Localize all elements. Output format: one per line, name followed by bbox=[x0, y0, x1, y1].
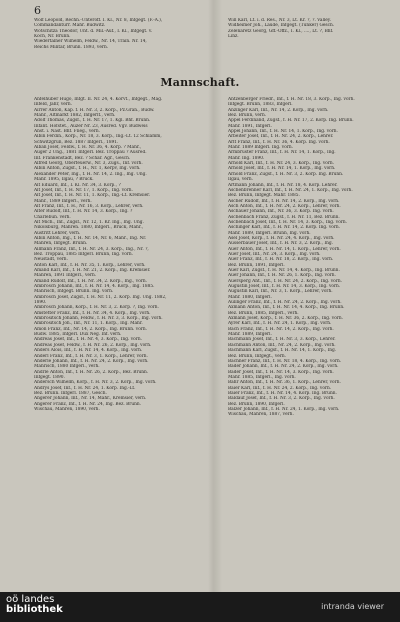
entry-line: Mähr. 1889 Infgerl. Ing. vorh. bbox=[228, 145, 294, 151]
entry-line: Alt Franz, Inf., f. H., Nr. 16, 3. Korp., Lehrer, verh. bbox=[34, 203, 144, 209]
top-left-column bbox=[34, 18, 202, 50]
entry-line: Asel Josef, Korp., f. H. Nr. 24, 4. Korp., Ing. vorh. bbox=[228, 235, 335, 241]
entry-line: Asch Anton, Inf., f. H. Nr. 24, 2. Korp., Lehrer, vorh. bbox=[228, 203, 341, 209]
section-heading: Mannschaft. bbox=[160, 76, 240, 89]
entry-line: Albin Anton, Ing., f. H. Nr. 14, Nr. 6, Mähr., Ing. Nr. bbox=[34, 235, 147, 241]
entry-line: Allmann Franz, Inf., f. H. Nr. 24, 3. Korp., Ing., Nr. ?, bbox=[34, 246, 149, 252]
entry-line: Antzenberger Friedr., Inf., f. H. Nr. 18, 3. Korp., Ing. vorh. bbox=[228, 97, 355, 102]
entry-line: Aschenbrenner Karl, Inf., f. H. Nr. 24, 1. Korp., Ing. vorh. bbox=[228, 187, 353, 193]
entry-line: Aschenbach Josef, Inf., f. H. Nr. 14, 3. Korp., Ing. vorh. bbox=[228, 219, 347, 225]
entry-line: Balzer Johann, Inf., f. H. Nr. 24, 1. Korp., Ing. vorh. bbox=[228, 406, 340, 412]
entry-line: Baier Karl, Inf., f. H. Nr. 24, 2. Korp., Ing. vorh. bbox=[228, 385, 332, 391]
entry-line: Amon Franz, Inf., Nr. 14, 2. Korp., Ing. Brünn. vorh. bbox=[34, 326, 147, 332]
entry-line: Alt Mich., Inf., Zugsf., Nr. 12, 1. Kr. Ing., Ing. Ung. bbox=[34, 219, 144, 225]
entry-line: Andreas Josef, Inf., f. H. Nr. 4, 3. Korp., Ing. vorh. bbox=[34, 337, 142, 343]
entry-line: Ambrosch Johann, Korp., f. H. Nr. 3, 2. Korp. ?, Ing. vorh. bbox=[34, 305, 159, 311]
entry-line: Auer Johann, Inf., f. H. Nr. 26, 1. Korp., Ing. vorh. bbox=[228, 273, 336, 279]
entry-line: Amand Rudolf, Inf., f. H. Nr. 34, 2. Korp., Ing., vorh. bbox=[34, 278, 147, 284]
entry-line: Mähr. 1891, Infgerl. bbox=[228, 123, 272, 129]
logo-line-1: oö landes bbox=[6, 594, 55, 605]
entry-line: Arnold Franz, Zugsf., f. H. Nr. 3, 2. Korp. Ing. Brünn. bbox=[228, 171, 344, 177]
entry-line: Bachner Franz, Inf., f. H. Nr. 18, 4. Korp., Ing. vorh. bbox=[228, 358, 342, 364]
entry-line: Wolf Leopold, Rechn.-Unteroff. I. Kl., Nr. 8, Infgegt. (F.-A.), bbox=[34, 18, 163, 23]
logo-line-2: bibliothek bbox=[6, 604, 63, 615]
entry-line: Amstetter Franz, Inf., f. H. Nr. 34, 4. Korp., Ing. vorh. bbox=[34, 310, 151, 316]
entry-line: Bachmann Karl, Zugsf., f. H. Nr. 14, 1. Korp., Ing. bbox=[228, 348, 337, 354]
entry-line: Ambrosch Josef, Zugsf., f. H. Nr. 11, 2. Korp. Ing. Ung. 1882, bbox=[34, 294, 167, 300]
entry-line: Bez. Brünn, Infgegt. Mähr. 1885. bbox=[228, 193, 300, 199]
entry-line: Mähr. 1885, Infgerl., Ing. vorh. bbox=[228, 374, 296, 380]
entry-line: Anders Alois, Inf., f. H. Nr. 14, 4. Korp., Ing. vorh. bbox=[34, 348, 143, 354]
entry-line: Mähr. 1880, Infgerl. bbox=[228, 294, 272, 300]
entry-line: Mähr., Altmarkt 1882, Infgerlt., verh. bbox=[34, 113, 116, 119]
entry-line: Angerer Johann, Inf., Nr. 14, Mähr., Kremsier, verh. bbox=[34, 396, 147, 402]
entry-line: Auer Josef, Inf., Nr. 24, 3. Korp., Ing. vorh. bbox=[228, 251, 321, 257]
entry-line: Appel Ferdinand, Zugsf., f. H. Nr. 17, 2. Korp. Ing. Brünn. bbox=[228, 118, 354, 124]
entry-line: Mährisch, 1880 Infgerl., verh. bbox=[34, 364, 100, 370]
entry-line: Axmann Josef, Korp., f. H. Nr. 36, 2. Korp., Ing. vorh. bbox=[228, 316, 343, 322]
entry-line: Commandanturr. Mähr. Budwitz. bbox=[34, 23, 106, 29]
entry-line: Alt Josef, Inf., f. H. Nr. 17, 1. Korp., Ing. vorh. bbox=[34, 187, 133, 193]
entry-line: Auersperg Ant., Inf., f. H. Nr. 24, 2. Korp., Ing. vorh. bbox=[228, 278, 342, 284]
left-column-entries bbox=[34, 97, 202, 412]
viewer-label[interactable]: intranda viewer bbox=[321, 602, 384, 611]
entry-line: Widheimer Joh., Laude, Infgegt. (Tunker) Gesch. bbox=[228, 23, 335, 29]
entry-line: 1890. bbox=[34, 300, 47, 306]
entry-line: Arnold Josef, Inf., f. H. Nr. 14, 1. Korp., Ing. vorh. bbox=[228, 166, 336, 172]
entry-line: Aschauer Johann, Inf., Nr. 36, 3. Korp. Ing. vorh. bbox=[228, 209, 334, 215]
entry-line: Anderl Franz, Inf., f. H. Nr. 3, 1. Korp., Lehrer, vorh. bbox=[34, 353, 148, 359]
entry-line: Axmann Anton, Inf., f. H. Nr. 14, 4. Korp., Ing. Brünn. bbox=[228, 305, 345, 311]
entry-line: Albin Anton, Zugsf., f. H., Nr. 1, Kerpv, Ing. vorh. bbox=[34, 166, 141, 172]
entry-line: Bez. Brünn. Infgerl. 1887, Gesch. bbox=[34, 390, 107, 396]
entry-line: Baier Franz, Inf., f. H. Nr. 14, 4. Korp. Ing. Brünn. bbox=[228, 390, 337, 396]
entry-line: Wiedertalner Wilhelm, Feldw., Nr. 14, Train. Nr. 14, bbox=[34, 39, 147, 45]
entry-line: Anzinger Karl, Inf., Nr. 14, 2. Korp., Ing. vorh. bbox=[228, 107, 329, 113]
entry-line: Alfred Georg, Oberfeuerw., Nr. 3, Zugs., Inf. vorh. bbox=[34, 161, 143, 167]
entry-line: Arbeiter Josef, Inf., f. H. Nr. 24, 2. Korp., Lehrer. bbox=[228, 134, 334, 140]
entry-line: Augustin Karl, Inf., Nr. 3, 1. Korp., Lehrer, vorh. bbox=[228, 289, 333, 295]
entry-line: Ausserbauer Josef, Inf., f. H. Nr. 3, 2. Korp., Ing. bbox=[228, 241, 333, 247]
entry-line: Will Karl, Lt. i. d. Res., Nr. 3, Lt. Kr. ?, ?. Valley. bbox=[228, 18, 331, 23]
entry-line: Aschinger Karl, Inf., f. H. Nr. 14, 2. Korp. Ing. vorh. bbox=[228, 225, 341, 231]
entry-line: Bach Franz, Inf., f. H. Nr. 14, 2. Korp., Ing. vorh. bbox=[228, 326, 334, 332]
entry-line: Baldauf Josef, Inf., f. H. Nr. 3, 2. Korp., Ing. vorh. bbox=[228, 396, 335, 402]
entry-line: Koch, Nr. Brünn. bbox=[34, 34, 71, 40]
entry-line: Amand Karl, Inf., f. H. Nr. 21, 2. Korp., Ing. Kremsier. bbox=[34, 268, 151, 273]
entry-line: Infgegt. 1890. bbox=[34, 374, 65, 380]
entry-line: Mähr., 1889 Infgerl., verh. bbox=[34, 198, 92, 204]
entry-line: Zelenaretz Georg, Gff.-Offz., I. Kl., ...., Lt. ?, Bhf. bbox=[228, 28, 334, 34]
entry-line: Mähren, 1891 Infgerl., verh. bbox=[34, 273, 97, 279]
entry-line: Bez. Brünn, 1890, Infgerl. bbox=[228, 401, 285, 407]
entry-line: Mähr. 1889, Infgerl. Brünn, Ing. vorh. bbox=[228, 230, 311, 236]
entry-line: Auer Anton, Inf., f. H. Nr. 14, 1. Korp., Lehrer, vorh. bbox=[228, 246, 341, 252]
entry-line: Andreas Josef, Feldw., f. H. Nr. 26, 2. Korp., Ing. vorh. bbox=[34, 342, 152, 348]
entry-line: Anderle Johann, Inf., f. H. Nr. 24, 2. Korp., Ing. vorh. bbox=[34, 358, 149, 364]
entry-line: Ambrosch Johann, Inf., f. H. Nr. 14, 4. Korp., Ing. 1885. bbox=[34, 284, 155, 290]
entry-line: Albin Ferdin., Korp., Nr. 18, 3. Korp., Ing.-Lt. 12 Schlamm, bbox=[34, 134, 162, 140]
entry-line: Ayrer Karl, Inf., f. H. Nr. 24, 1. Korp., Ing. vorh. bbox=[228, 321, 332, 327]
library-logo[interactable] bbox=[6, 595, 63, 615]
entry-line: Bachmann Josef, Inf., f. H. Nr. 3, 3. Korp., Lehrer. bbox=[228, 337, 336, 343]
right-column-entries bbox=[228, 97, 396, 418]
entry-line: Bez. Brünn, verh. bbox=[228, 113, 267, 119]
entry-line: Inf. Frankenstadt, Bez. ? Schar. Agr., Gesch. bbox=[34, 155, 131, 161]
entry-line: Mähren, Infgegt. Brünn. bbox=[34, 241, 88, 247]
entry-line: Alt Josef, Inf., f. H. Nr. 11, 1. Korp., Ing.-Lt. Kremsier. bbox=[34, 193, 151, 199]
entry-line: Anst. i. Nast. Bhf. Flieg., verh. bbox=[34, 129, 100, 135]
entry-line: Appel Johann, Inf., f. H. Nr. 14, 1. Korp., Ing. vorh. bbox=[228, 129, 338, 135]
entry-line: Arnold Karl, Inf., f. H. Nr. 24, 3. Korp., Ing. vorh. bbox=[228, 161, 335, 167]
entry-line: Alexander Peter, Ing., f. H. Nr. 14, 2. Ing., Ing. Ung. bbox=[34, 171, 147, 177]
top-right-column bbox=[228, 18, 396, 39]
entry-line: Ambrositsch Johann, Feldw., f. H. Nr. 3, 3. Korp., Ing. vorh. bbox=[34, 316, 163, 322]
entry-line: Budw. 1885, Infgerl. Dux Neg. Inf. verh. bbox=[34, 332, 122, 338]
entry-line: Infant. Hofstet., Auzer Nr. 23, Ausred. Vgv. Budweis bbox=[34, 123, 148, 129]
entry-line: Andrle Anton, Inf., f. H. Nr. 26, 2. Korp., Bez. Brünn. bbox=[34, 369, 149, 375]
entry-line: Linz. bbox=[228, 34, 239, 40]
entry-line: Anfelhuber Hugo, Infgt. II. Nr. 24, 4. Korvt., Infgegt., Mag. bbox=[34, 97, 163, 102]
entry-line: Adolf Thomas, Zugsf., f. H. Nr. 17, 1. Kgl. Bhf. Brünn. bbox=[34, 118, 151, 124]
entry-line: Angerer Franz, Inf., f. H. Nr. 24, Ing. Bez. Brünn. bbox=[34, 401, 141, 407]
entry-line: Bez. Brünn, Infgegt., verh. bbox=[228, 353, 287, 359]
entry-line: Auer Franz, Inf., f. H. Nr. 18, 2. Korp., Ing. vorh. bbox=[228, 257, 334, 263]
entry-line: Wischau, Mähren, 1887, verh. bbox=[228, 412, 294, 418]
entry-line: Austritt Lehrer, verh. bbox=[34, 230, 81, 236]
entry-line: Neustadt, verh. bbox=[34, 257, 68, 263]
entry-line: Reichs Militär, Brünn. 1893, verh. bbox=[34, 44, 109, 50]
entry-line: Anton Karl, Inf., f. H. Nr. 35, 1. Korp., Lehrer, vorh. bbox=[34, 262, 146, 268]
entry-line: Schwitzgrün, Bez. 1887 Infgerl., 1891. bbox=[34, 139, 119, 145]
entry-line: Mähr. 1889, Infgerl. bbox=[228, 332, 272, 338]
entry-line: Bahr Anton, Inf., f. H. Nr. 36, 1. Korp., Lehrer, vorh. bbox=[228, 380, 341, 386]
entry-line: Ilgau, verh. bbox=[228, 177, 254, 183]
entry-line: Mähr. Ing. 1890. bbox=[228, 155, 265, 161]
page-number: 6 bbox=[34, 4, 41, 17]
entry-line: Bader Johann, Inf., f. H. Nr. 24, 2. Korp., Ing. vorh. bbox=[228, 364, 339, 370]
entry-line: Arlt Franz, Inf., f. H. Nr. 36, 4. Korp. Ing. vorh. bbox=[228, 139, 330, 145]
entry-line: Bader Josef, Inf., f. H. Nr. 14, 3. Korp., Ing. vorh. bbox=[228, 369, 334, 375]
entry-line: Andrys Josef, Inf., f. H. Nr. 24, 1. Korp. Ing.-Lt. bbox=[34, 385, 136, 391]
entry-line: Airrer Anton, Kap. f. H. Nr. 3, 2. Korp., Pz.Gran., Budw. bbox=[34, 107, 155, 113]
entry-line: Bachmann Anton, Inf., Nr. 24, 2. Korp., Ing. vorh. bbox=[228, 342, 336, 348]
entry-line: Auger 2 Ung., 1881 Infgerl. Bez. Troppau ? Ausred. bbox=[34, 150, 147, 156]
entry-line: Armbruster Franz, Inf., f. H. Nr. 14, 1. Korp., Ing. bbox=[228, 150, 336, 156]
entry-line: Artmann Johann, Inf., f. H. Nr. 18, 4. Korp. Lehrer. bbox=[228, 182, 338, 188]
entry-line: Bez. Troppau, 1885 Infgerl. Brünn, Ing. vorh. bbox=[34, 251, 133, 257]
entry-line: Mähr. 1895, Ilgau, ? Bruck. bbox=[34, 177, 94, 183]
entry-line: Auer Karl, Zugsf., f. H. Nr. 14, 4. Korp., Ing. Brünn. bbox=[228, 268, 340, 273]
viewer-footer bbox=[0, 592, 400, 622]
entry-line: Aulinger Franz, Inf., f. H. Nr. 24, 2. Korp., Ing. vorh. bbox=[228, 300, 342, 306]
entry-line: Bez. Brünn, 1891, Infgerl. bbox=[228, 262, 285, 268]
entry-line: Augustin Josef, Inf., f. H. Nr. 14, 3. Korp., Ing. vorh. bbox=[228, 284, 341, 290]
entry-line: Andersch Wilhelm, Korp., f. H. Nr. 3, 2. Korp., Ing. vorh. bbox=[34, 380, 157, 386]
entry-line: Nikolsburg, Mähren. 1880, Infgerl., Bruck, Mähr., bbox=[34, 225, 144, 231]
entry-line: Alter Rudolf, Inf., f. H. Nr. 14, 3. Korp., Ing. ? bbox=[34, 209, 133, 215]
entry-line: Charlebun. verh. bbox=[34, 214, 71, 220]
entry-line: Ambrositsch Joh., Inf., Nr. 11, 1. Korp., Ing. Mähr. bbox=[34, 321, 143, 327]
entry-line: Bez. Brünn, 1885, Infgerl., verh. bbox=[228, 310, 299, 316]
entry-line: Alt Eduard, Inf., I. Kl. Nr. 34, 3. Korp., ? bbox=[34, 182, 121, 188]
entry-line: Infgegt. Brünn, 1883, Infgerl. bbox=[228, 102, 293, 108]
entry-line: Wischau, Mähren, 1890, verh. bbox=[34, 406, 100, 412]
entry-line: Mährisch, Infgegt. Brünn. Ing. vorh. bbox=[34, 289, 114, 295]
entry-line: Infeld, Jahr, verh. bbox=[34, 102, 72, 108]
entry-line: Aschenbach Franz, Zugsf., f. H. Nr. 11, Bez. Brünn. bbox=[228, 214, 340, 220]
entry-line: Wotschitza Theodor, Unt. d. Mil.-Auf., I. Kl., Infgegt. v. bbox=[34, 28, 153, 34]
entry-line: Alban Josef, Feldw., f. H. Nr. 36, 4. Korp. ? Mähr., bbox=[34, 145, 142, 151]
entry-line: Ascher Rudolf, Inf., f. H. Nr. 14, 2. Korp., Ing. vorh. bbox=[228, 198, 340, 204]
